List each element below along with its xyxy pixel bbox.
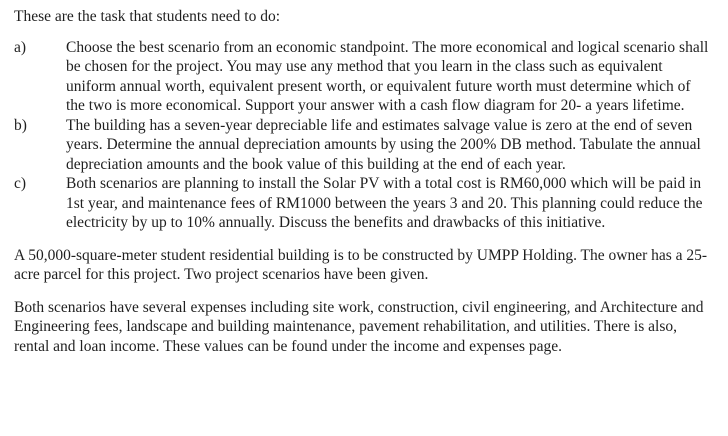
task-label-b: b) [14,116,27,134]
task-list [14,38,712,233]
task-item-a [14,38,712,116]
intro-text: These are the task that students need to do: [14,8,281,25]
paragraph-building-overview: A 50,000-square-meter student residential building is to be constructed by UMPP Holding. The owner has a 25-acre parcel for this project. Two project scenarios have been given. [14,246,708,283]
task-label-c: c) [14,175,27,192]
task-text-c: Both scenarios are planning to install the Solar PV with a total cost is RM60,000 which will be paid in 1st year, and maintenance fees of RM1000 between the years 3 and 20. This planning could reduce the electricity by up to 10% annually. Discuss the benefits and drawbacks of this initiative. [66,175,703,231]
paragraph-expenses-overview: Both scenarios have several expenses including site work, construction, civil engineering, and Architecture and Engineering fees, landscape and building maintenance, pavement rehabilitation, and utilities. There is also, rental and loan income. These values can be found under the income and expenses page. [14,298,704,355]
task-item-c [14,174,712,233]
task-label-a: a) [14,38,27,56]
task-text-a: Choose the best scenario from an economic standpoint. The more economical and logical scenario shall be chosen for the project. You may use any method that you learn in the class such as equivalent uniform annual worth, equivalent present worth, or equivalent future worth must determine which of the two is more economical. Support your answer with a cash flow diagram for 20- a years lifetime. [66,38,709,114]
task-text-b: The building has a seven-year depreciable life and estimates salvage value is zero at the end of seven years. Determine the annual depreciation amounts by using the 200% DB method. Tabulate the annual depreciation amounts and the book value of this building at the end of each year. [66,116,701,173]
task-item-b [14,116,712,175]
